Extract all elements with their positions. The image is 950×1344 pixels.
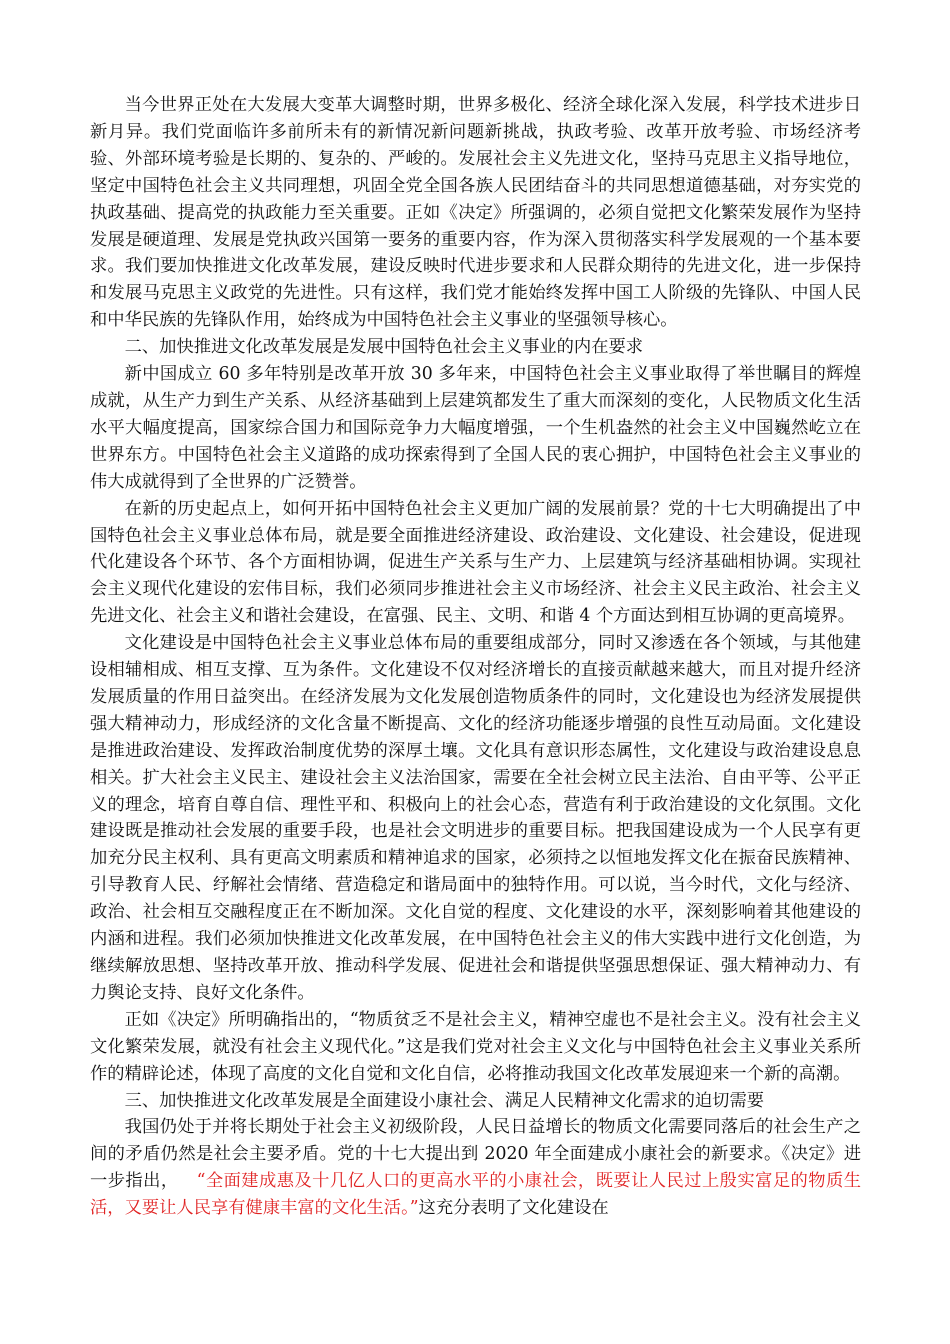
section-heading-two: 二、加快推进文化改革发展是发展中国特色社会主义事业的内在要求 — [124, 337, 644, 358]
paragraph-overall-layout: 在新的历史起点上，如何开拓中国特色社会主义更加广阔的发展前景？党的十七大明确提出了中国特色社会主义事业总体布局，就是要全面推进经济建设、政治建设、文化建设、社会建设，促进现代化建设各个环节、各个方面相协调，促进生产关系与生产力、上层建筑与经济基础相协调。实现社会主义现代化建设的宏伟目标，我们必须同步推进社会主义市场经济、社会主义民主政治、社会主义先进文化、社会主义和谐社会建设，在富强、民主、文明、和谐 4 个方面达到相互协调的更高境界。 — [90, 498, 861, 627]
paragraph-intro: 当今世界正处在大发展大变革大调整时期，世界多极化、经济全球化深入发展，科学技术进步日新月异。我们党面临许多前所未有的新情况新问题新挑战，执政考验、改革开放考验、市场经济考验、外部环境考验是长期的、复杂的、严峻的。发展社会主义先进文化，坚持马克思主义指导地位，坚定中国特色社会主义共同理想，巩固全党全国各族人民团结奋斗的共同思想道德基础，对夯实党的执政基础、提高党的执政能力至关重要。正如《决定》所强调的，必须自觉把文化繁荣发展作为坚持发展是硬道理、发展是党执政兴国第一要务的重要内容，作为深入贯彻落实科学发展观的一个基本要求。我们要加快推进文化改革发展，建设反映时代进步要求和人民群众期待的先进文化，进一步保持和发展马克思主义政党的先进性。只有这样，我们党才能始终发挥中国工人阶级的先锋队、中国人民和中华民族的先锋队作用，始终成为中国特色社会主义事业的坚强领导核心。 — [90, 95, 861, 331]
paragraph-xiaokang-text: 我国仍处于并将长期处于社会主义初级阶段，人民日益增长的物质文化需要同落后的社会生产之间的矛盾仍然是社会主要矛盾。党的十七大提出到 2020 年全面建成小康社会的新要求。《决定》进一步指出， — [90, 1117, 861, 1192]
paragraph-xiaokang-tail: 这充分表明了文化建设在 — [418, 1198, 609, 1219]
document-body — [90, 92, 861, 1222]
paragraph-xiaokang — [90, 1114, 861, 1222]
highlighted-quote: “全面建成惠及十几亿人口的更高水平的小康社会，既要让人民过上殷实富足的物质生活，又要让人民享有健康丰富的文化生活。” — [90, 1171, 861, 1219]
paragraph-decision-quote: 正如《决定》所明确指出的，“物质贫乏不是社会主义，精神空虚也不是社会主义。没有社会主义文化繁荣发展，就没有社会主义现代化。”这是我们党对社会主义文化与中国特色社会主义事业关系所作的精辟论述，体现了高度的文化自觉和文化自信，必将推动我国文化改革发展迎来一个新的高潮。 — [90, 1009, 861, 1084]
paragraph-cultural-construction: 文化建设是中国特色社会主义事业总体布局的重要组成部分，同时又渗透在各个领域，与其他建设相辅相成、相互支撑、互为条件。文化建设不仅对经济增长的直接贡献越来越大，而且对提升经济发展质量的作用日益突出。在经济发展为文化发展创造物质条件的同时，文化建设也为经济发展提供强大精神动力，形成经济的文化含量不断提高、文化的经济功能逐步增强的良性互动局面。文化建设是推进政治建设、发挥政治制度优势的深厚土壤。文化具有意识形态属性，文化建设与政治建设息息相关。扩大社会主义民主、建设社会主义法治国家，需要在全社会树立民主法治、自由平等、公平正义的理念，培育自尊自信、理性平和、积极向上的社会心态，营造有利于政治建设的文化氛围。文化建设既是推动社会发展的重要手段，也是社会文明进步的重要目标。把我国建设成为一个人民享有更加充分民主权利、具有更高文明素质和精神追求的国家，必须持之以恒地发挥文化在振奋民族精神、引导教育人民、纾解社会情绪、营造稳定和谐局面中的独特作用。可以说，当今时代，文化与经济、政治、社会相互交融程度正在不断加深。文化自觉的程度、文化建设的水平，深刻影响着其他建设的内涵和进程。我们必须加快推进文化改革发展，在中国特色社会主义的伟大实践中进行文化创造，为继续解放思想、坚持改革开放、推动科学发展、促进社会和谐提供坚强思想保证、强大精神动力、有力舆论支持、良好文化条件。 — [90, 633, 861, 1003]
section-heading-three: 三、加快推进文化改革发展是全面建设小康社会、满足人民精神文化需求的迫切需要 — [124, 1090, 765, 1111]
paragraph-achievements: 新中国成立 60 多年特别是改革开放 30 多年来，中国特色社会主义事业取得了举世瞩目的辉煌成就，从生产力到生产关系、从经济基础到上层建筑都发生了重大而深刻的变化，人民物质文化生活水平大幅度提高，国家综合国力和国际竞争力大幅度增强，一个生机盎然的社会主义中国巍然屹立在世界东方。中国特色社会主义道路的成功探索得到了全国人民的衷心拥护，中国特色社会主义事业的伟大成就得到了全世界的广泛赞誉。 — [90, 364, 861, 492]
